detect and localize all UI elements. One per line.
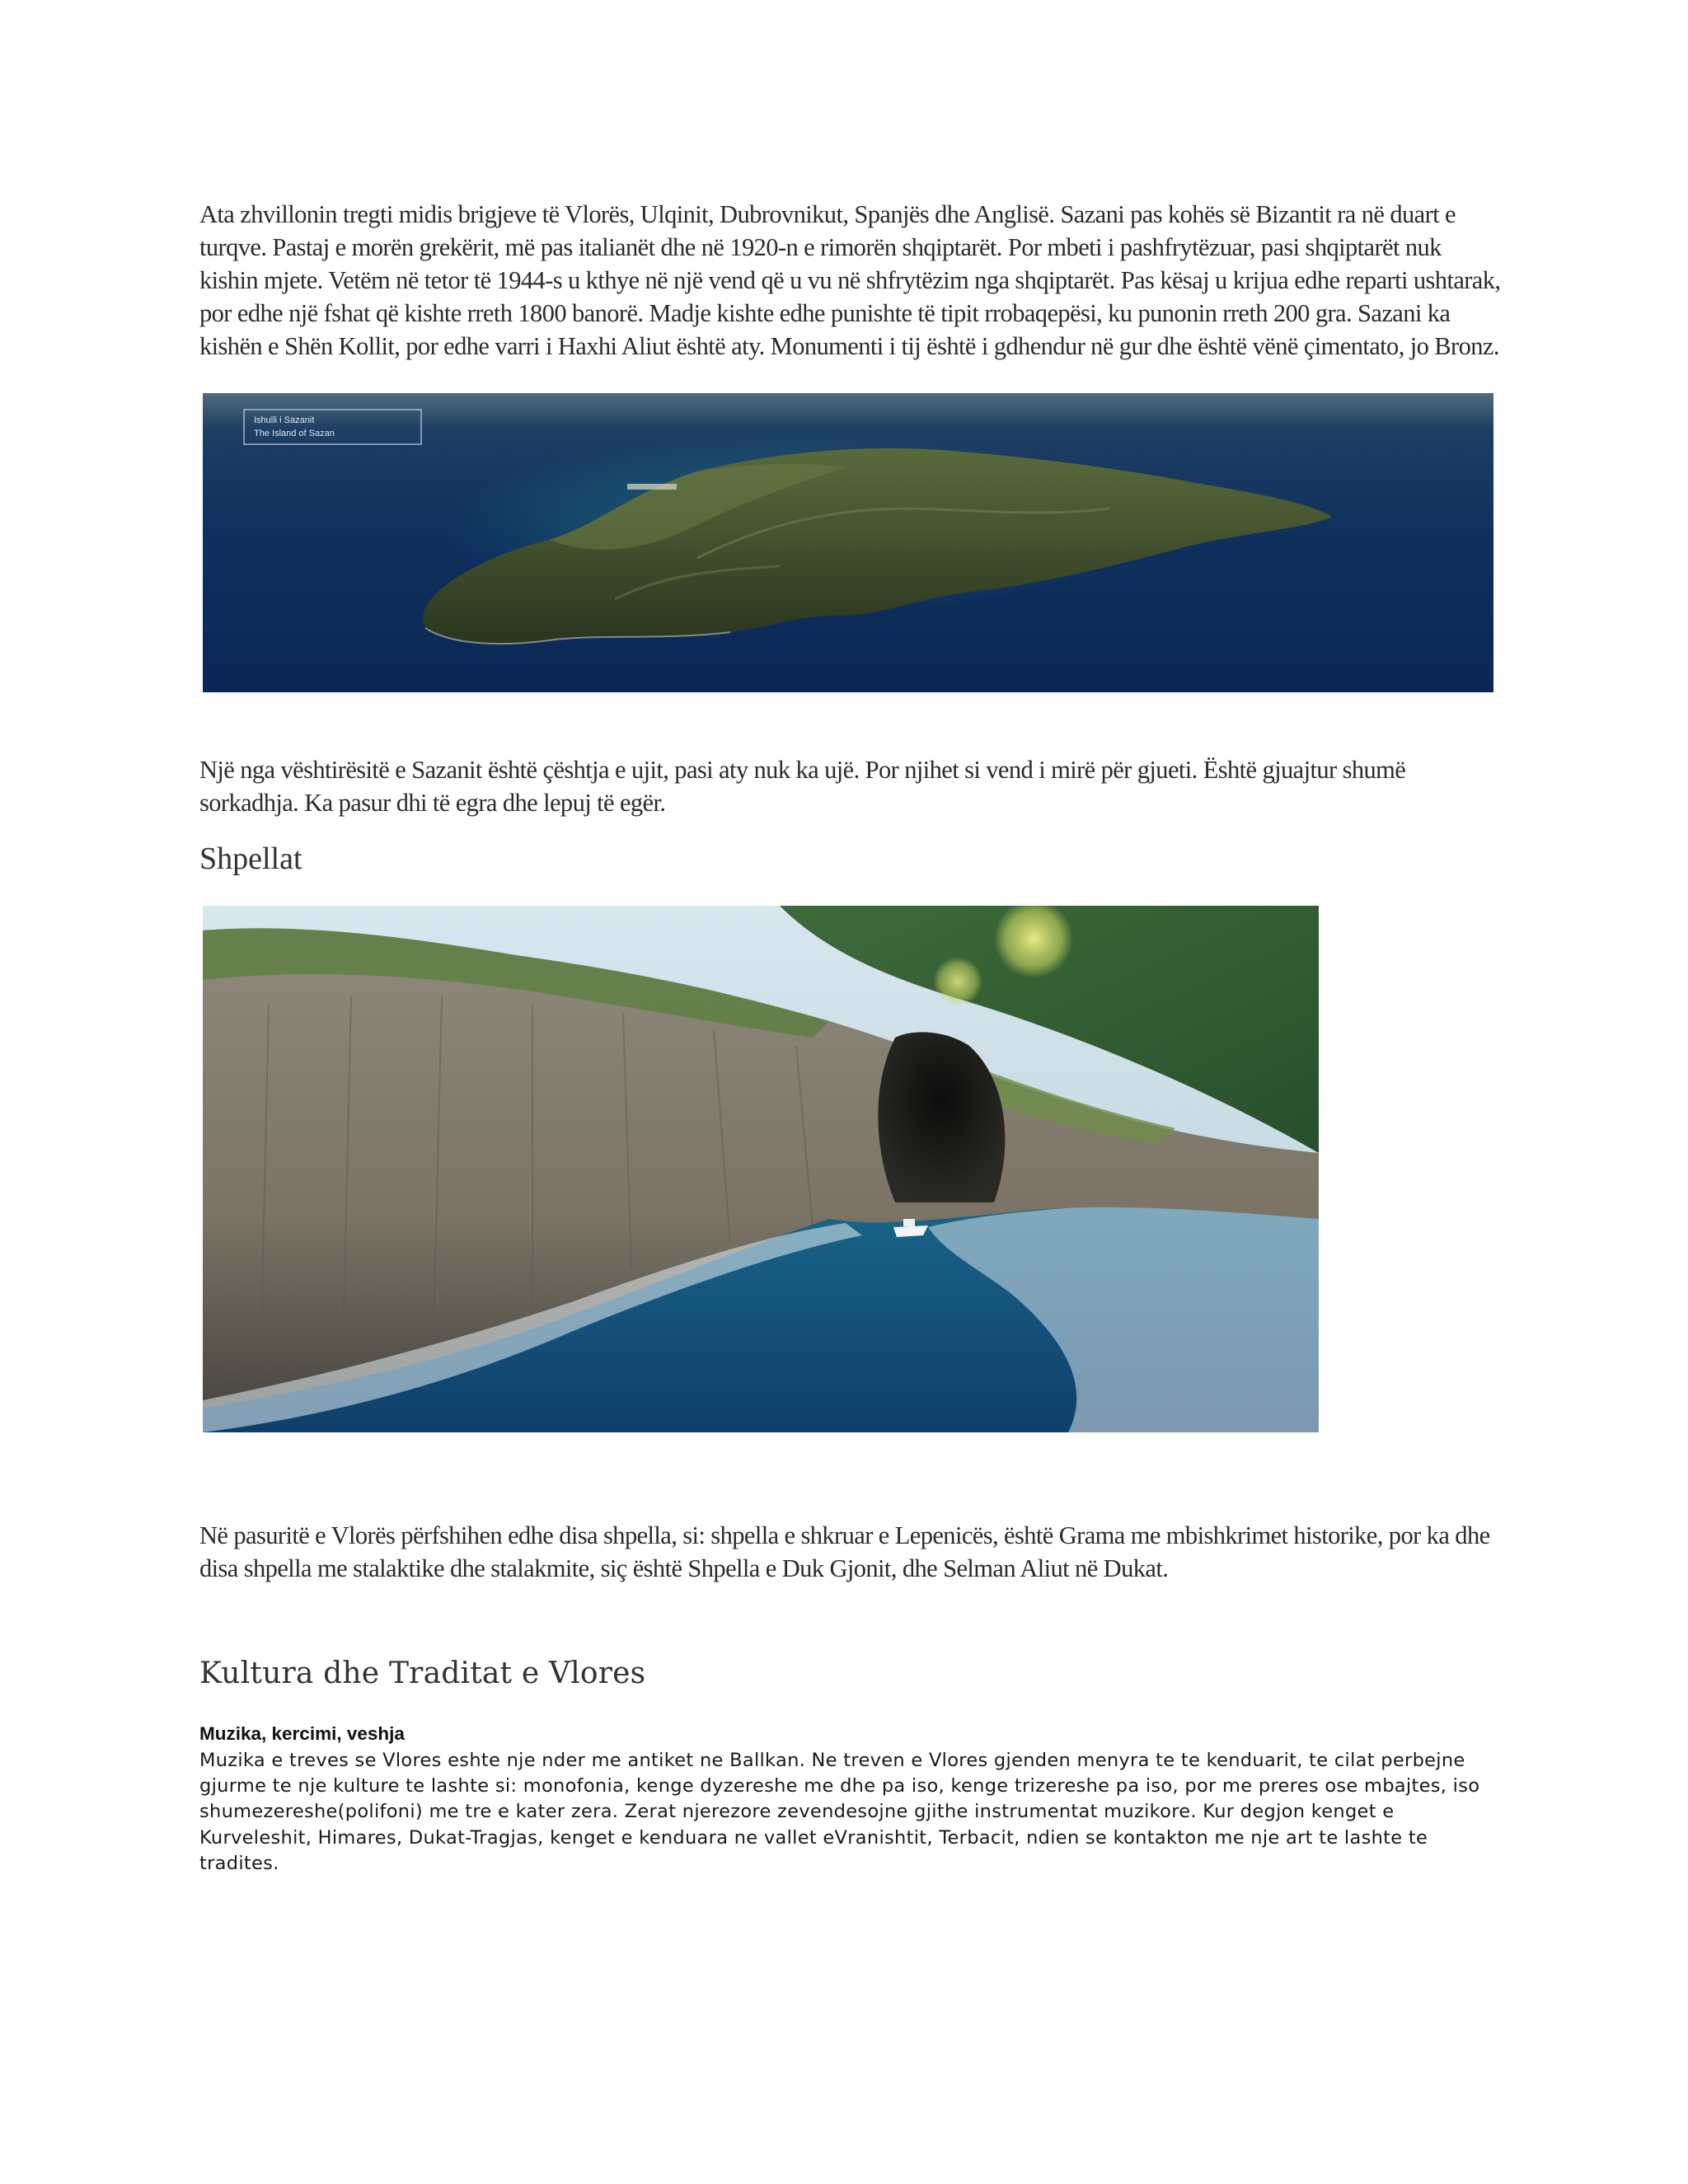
- sazan-island-illustration: [203, 393, 1493, 692]
- heading-culture: Kultura dhe Traditat e Vlores: [199, 1657, 646, 1690]
- paragraph-sazani-history: Ata zhvillonin tregti midis brigjeve të Vlorës, Ulqinit, Dubrovnikut, Spanjës dhe Anglisë. Sazani pas kohës së Bizantit ra në duart e turqve. Pastaj e morën grekërit, më pas italianët dhe në 1920-n e rimorën shqiptarët. Por mbeti i pashfrytëzuar, pasi shqiptarët nuk kishin mjete. Vetëm në tetor të 1944-s u kthye në një vend që u vu në shfrytëzim nga shqiptarët. Pas kësaj u krijua edhe reparti ushtarak, por edhe një fshat që kishte rreth 1800 banorë. Madje kishte edhe punishte të tipit rrobaqepësi, ku punonin rreth 200 gra. Sazani ka kishën e Shën Kollit, por edhe varri i Haxhi Aliut është aty. Monumenti i tij është i gdhendur në gur dhe është vënë çimentato, jo Bronz.: [199, 200, 1501, 360]
- subheading-music: Muzika, kercimi, veshja: [199, 1723, 405, 1744]
- island-caption-line2: The Island of Sazan: [254, 429, 335, 438]
- paragraph-music: Muzika e treves se Vlores eshte nje nder me antiket ne Ballkan. Ne treven e Vlores gjenden menyra te te kenduarit, te cilat perbejne gjurme te nje kulture te lashte si: monofonia, kenge dyzereshe me dhe pa iso, kenge trizereshe pa iso, por me preres ose mbajtes, iso shumezereshe(polifoni) me tre e kater zera. Zerat njerezore zevendesojne gjithe instrumentat muzikore. Kur degjon kenget e Kurveleshit, Himares, Dukat-Tragjas, kenget e kenduara ne vallet eVranishtit, Terbacit, ndien se kontakton me nje art te lashte te tradites.: [199, 1750, 1480, 1874]
- paragraph-sazani-water: Një nga vështirësitë e Sazanit është çështja e ujit, pasi aty nuk ka ujë. Por njihet si vend i mirë për gjueti. Është gjuajtur shumë sorkadhja. Ka pasur dhi të egra dhe lepuj të egër.: [199, 756, 1406, 817]
- sea-cave-photo: [203, 906, 1319, 1432]
- heading-caves: Shpellat: [199, 841, 302, 876]
- paragraph-caves: Në pasuritë e Vlorës përfshihen edhe disa shpella, si: shpella e shkruar e Lepenicës, është Grama me mbishkrimet historike, por ka dhe disa shpella me stalaktike dhe stalakmite, siç është Shpella e Duk Gjonit, dhe Selman Aliut në Dukat.: [199, 1521, 1490, 1582]
- island-caption-line1: Ishulli i Sazanit: [254, 415, 315, 425]
- sea-cave-illustration: [203, 906, 1319, 1432]
- sazan-island-photo: [203, 393, 1493, 692]
